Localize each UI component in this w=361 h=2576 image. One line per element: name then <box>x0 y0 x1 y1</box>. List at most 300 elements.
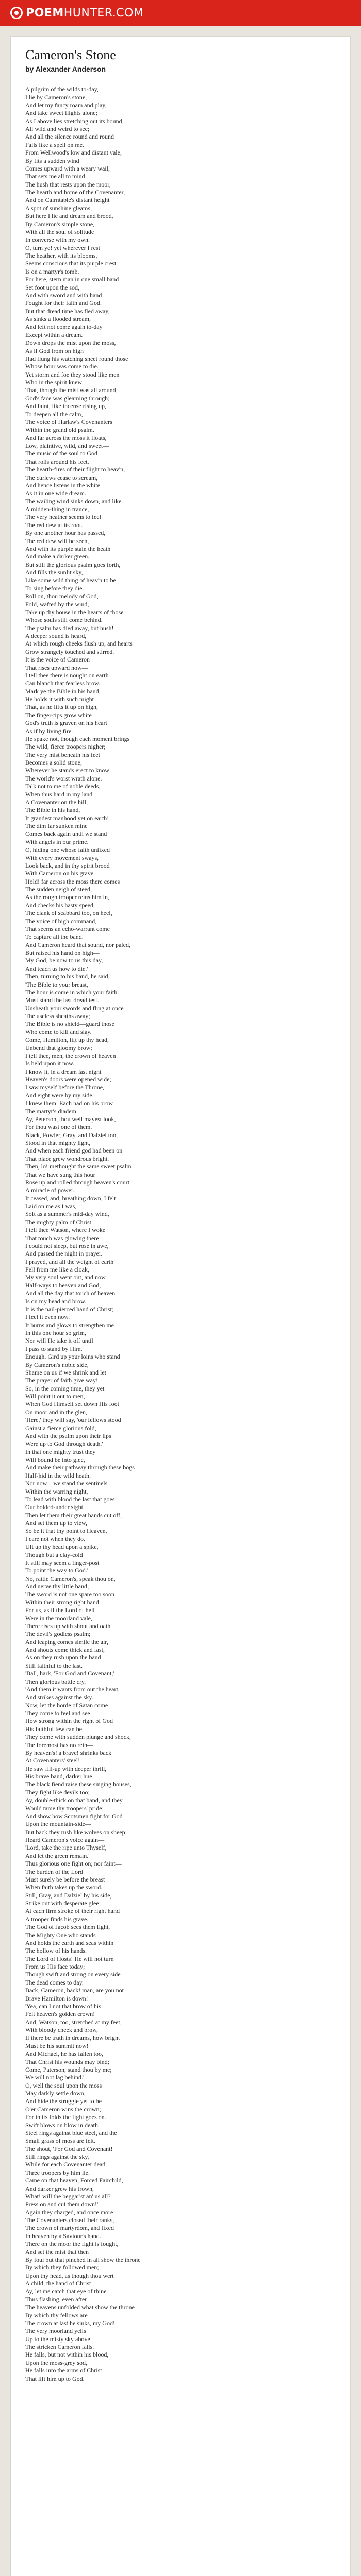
poem-line: They fight like devils too; <box>25 1788 90 1796</box>
poem-line: Though but a clay-cold <box>25 1551 83 1558</box>
poem-line: The Covenanters closed their ranks, <box>25 2216 114 2224</box>
poem-line: Low, plaintive, wild, and sweet— <box>25 442 109 450</box>
poem-line: To point the way to God.' <box>25 1567 88 1574</box>
poem-line: The burden of the Lord <box>25 1868 83 1875</box>
poem-line: Come, Hamilton, lift up thy head, <box>25 1036 109 1044</box>
poem-line: The very moorland yells <box>25 2327 86 2335</box>
poem-line: I lie by Cameron's stone, <box>25 93 87 101</box>
poem-line: I pass to stand by Him. <box>25 1345 83 1352</box>
poem-line: The hearth and home of the Covenanter, <box>25 189 125 196</box>
poem-line: Ay, Peterson, thou well mayest look, <box>25 1115 116 1123</box>
poem-line: Set foot upon the sod, <box>25 283 79 291</box>
poem-line: Laid on me as I was, <box>25 1202 77 1210</box>
poem-line: O'er Cameron wins the crown; <box>25 2105 101 2113</box>
poem-line: For in its folds the fight goes on. <box>25 2113 106 2121</box>
poem-line: So be it that thy point to Heaven, <box>25 1527 107 1535</box>
poem-line: Unbend that gloomy brow; <box>25 1044 92 1052</box>
poem-line: I prayed, and all the weight of earth <box>25 1258 114 1265</box>
poem-line: Wherever he stands erect to know <box>25 767 109 774</box>
poem-line: A child, the hand of Christ— <box>25 2280 97 2287</box>
poem-line: May darkly settle down, <box>25 2090 86 2097</box>
poem-line: Then let them their great hands cut off, <box>25 1511 122 1519</box>
poem-line: And Cameron heard that sound, nor paled, <box>25 941 130 948</box>
poem-line: I saw myself before the Throne, <box>25 1083 105 1091</box>
poem-line: Whose hour was come to die. <box>25 363 99 370</box>
poem-line: Comes back again until we stand <box>25 830 107 838</box>
poem-line: Who come to kill and slay. <box>25 1028 92 1036</box>
poem-line: With bloody cheek and brow, <box>25 2026 99 2034</box>
poem-line: And on Cairntable's distant height <box>25 196 110 204</box>
poem-line: A trooper finds his grave. <box>25 1915 89 1923</box>
poem-title: Cameron's Stone <box>25 47 116 62</box>
poem-line: Ay, double-thick on that band, and they <box>25 1797 123 1804</box>
poem-line: Unsheath your swords and fling at once <box>25 1004 124 1012</box>
poem-line: Nor will He take it off until <box>25 1337 93 1345</box>
poem-line: Uft up thy head upon a spike, <box>25 1543 99 1551</box>
poem-line: Who in the spirit knew <box>25 379 82 386</box>
poem-line: Upon the mountain-side— <box>25 1820 91 1828</box>
poem-line: And show how Scotsmen fight for God <box>25 1812 123 1820</box>
poem-line: If there be truth in dreams, how bright <box>25 2034 120 2042</box>
poem-line: Again they charged, and once more <box>25 2208 113 2216</box>
poem-line: The clank of scabbard too, on heel, <box>25 909 112 917</box>
poem-line: And checks his hasty speed. <box>25 901 95 909</box>
poem-line: A deeper sound is heard, <box>25 632 87 640</box>
poem-line: Must be his summit now! <box>25 2042 89 2049</box>
poem-line: And set them up to view, <box>25 1519 87 1527</box>
poem-line: Fell from me like a cloak, <box>25 1266 89 1274</box>
poem-line: Must stand the last dread test. <box>25 996 99 1004</box>
poem-line: With Cameron on his grave. <box>25 870 95 877</box>
poem-line: By one another hour has passed, <box>25 529 106 537</box>
poem-line: Upon the moss-grey sod, <box>25 2359 87 2366</box>
poem-line: The Bible in his hand, <box>25 806 80 814</box>
poem-line: And all the day that touch of heaven <box>25 1290 116 1297</box>
poem-line: With angels in our prime. <box>25 838 89 845</box>
poem-line: And darker grew his frown, <box>25 2184 94 2192</box>
poem-line: Half-hid in the wild heath. <box>25 1471 91 1479</box>
poem-line: He spake not, though each moment brings <box>25 735 130 742</box>
poem-author: by Alexander Anderson <box>25 65 106 74</box>
site-name-light: HUNTER.COM <box>63 6 144 20</box>
poem-line: But here I lie and dream and brood, <box>25 212 113 220</box>
poem-line: Look back, and in thy spirit brood <box>25 861 110 869</box>
poem-line: The martyr's diadem— <box>25 1107 83 1115</box>
poem-line: Becomes a solid stone, <box>25 759 82 767</box>
poem-line: That rolls around his feet. <box>25 457 89 465</box>
poem-line: How strong within the right of God <box>25 1717 113 1725</box>
poem-line: At Covenanters' steel! <box>25 1757 80 1765</box>
poem-line: At which rough cheeks flush up, and hearts <box>25 640 133 648</box>
poem-line: Swift blows on blow in death— <box>25 2121 104 2129</box>
poem-line: I know it, in a dream last night <box>25 1067 102 1075</box>
poem-line: While for each Covenanter dead <box>25 2161 106 2168</box>
poem-line: As on they rush upon the band <box>25 1654 101 1662</box>
poem-line: The useless sheaths away; <box>25 1012 90 1020</box>
poem-line: Felt heaven's golden crown! <box>25 2010 95 2018</box>
poem-line: In converse with my own. <box>25 236 90 244</box>
poem-line: And when each friend god had been on <box>25 1147 123 1155</box>
poem-line: O, hiding one whose faith unfixed <box>25 846 110 854</box>
poem-line: Down drops the mist upon the moss, <box>25 339 116 347</box>
poem-line: To sing before they die. <box>25 584 84 592</box>
poem-line: Heard Cameron's voice again— <box>25 1836 105 1844</box>
poem-line: Will bound be into glee, <box>25 1456 85 1464</box>
poem-line: Ay, let me catch that eye of thine <box>25 2287 107 2295</box>
site-logo[interactable] <box>10 7 143 20</box>
poem-line: Black, Fowler, Gray, and Dalziel too, <box>25 1131 118 1139</box>
poem-line: The heavens unfolded what show the throne <box>25 2303 135 2311</box>
poem-line: To capture all the band. <box>25 933 84 941</box>
poem-line: Strike out with desperate glee; <box>25 1900 101 1907</box>
poem-line: Then glorious battle cry, <box>25 1677 86 1685</box>
poem-line: When faith takes up the sword. <box>25 1884 103 1891</box>
poem-line: Upon thy head, as though thou wert <box>25 2272 114 2279</box>
poem-line: Thus flashing, even after <box>25 2295 87 2303</box>
poem-line: Up to the misty sky above <box>25 2335 90 2343</box>
poem-line: That rises upward now— <box>25 664 88 671</box>
poem-line: And passed the night in prayer. <box>25 1250 103 1258</box>
poem-line: Roll on, thou melody of God, <box>25 592 99 600</box>
poem-line: A Covenanter on the hill, <box>25 798 88 806</box>
poem-line: He saw fill-up with deeper thrill, <box>25 1765 107 1772</box>
poem-card <box>10 36 351 2576</box>
poem-line: A spot of sunshine gleams, <box>25 204 92 212</box>
poem-line: And take sweet flights alone; <box>25 109 97 117</box>
poem-line: Had flung his watching sheet round those <box>25 354 128 362</box>
poem-line: My very soul went out, and now <box>25 1274 106 1281</box>
poem-line: A midden-thing in trance, <box>25 505 89 513</box>
poem-line: I care not when they do. <box>25 1535 85 1543</box>
poem-line: They come to feel and see <box>25 1709 90 1717</box>
site-header <box>0 0 361 26</box>
poem-line: And strikes against the sky. <box>25 1693 93 1701</box>
poem-line: Were in the moorland vale, <box>25 1614 92 1622</box>
poem-line: And eight were by my side. <box>25 1091 94 1099</box>
poem-line: There on the moor the fight is fought, <box>25 2240 119 2248</box>
poem-line: For here, stern man in one small band <box>25 276 119 283</box>
poem-line: His faithful few can be. <box>25 1725 84 1733</box>
poem-line: Can blanch that fearless brow. <box>25 680 100 687</box>
poem-line: As I above lies stretching out its bound, <box>25 117 124 125</box>
poem-line: No, rattle Cameron's, speak thou on, <box>25 1574 116 1582</box>
poem-line: Hold! far across the moss there comes <box>25 877 120 885</box>
poem-line: In that one mighty trust they <box>25 1448 96 1455</box>
poem-line: And nerve thy little band; <box>25 1583 89 1590</box>
poem-line: Talk not to me of noble deeds, <box>25 783 101 790</box>
poem-line: They come with sudden plunge and shock, <box>25 1733 131 1741</box>
poem-line: The God of Jacob sees them fight, <box>25 1923 110 1931</box>
poem-line: The voice of Harlaw's Covenanters <box>25 418 112 426</box>
poem-line: The mighty palm of Christ. <box>25 1218 93 1226</box>
poem-line: And shouts come thick and fast, <box>25 1646 105 1654</box>
poem-line: Fold, wafted by the wind, <box>25 600 89 608</box>
poem-line: And faint, like incense rising up, <box>25 402 106 410</box>
poem-line: And let the green remain.' <box>25 1852 90 1859</box>
poem-line: His brave band, darker hue— <box>25 1773 99 1781</box>
poem-line: The curlews cease to scream, <box>25 473 98 481</box>
poem-line: The red dew will be seen, <box>25 537 89 545</box>
poem-line: Press on and cut them down!' <box>25 2200 99 2208</box>
poem-line: Steel rings against blue steel, and the <box>25 2129 117 2137</box>
poem-line: To lead with blood the last that goes <box>25 1495 115 1503</box>
poem-line: All wild and weird to see; <box>25 125 90 133</box>
poem-line: Three troopers by him lie. <box>25 2168 90 2176</box>
poem-line: The shout, 'For God and Covenant!' <box>25 2145 114 2153</box>
poem-line: To deepen all the calm, <box>25 410 83 418</box>
poem-line: And hide the struggle yet to be <box>25 2097 102 2105</box>
poem-line: By fits a sudden wind <box>25 157 79 164</box>
poem-line: A miracle of power. <box>25 1187 75 1194</box>
poem-line: So, in the coming time, they yet <box>25 1384 105 1392</box>
poem-line: When thus hard in my land <box>25 790 93 798</box>
poem-line: Would tame thy troopers' pride; <box>25 1804 104 1812</box>
poem-line: I tell thee, men, the crown of heaven <box>25 1052 116 1059</box>
poem-line: And with its purple stain the heath <box>25 545 111 552</box>
poem-line: That we have sung this hour <box>25 1171 95 1178</box>
poem-line: 'Lord, take the ripe unto Thyself, <box>25 1844 107 1852</box>
poem-line: It is the voice of Cameron <box>25 656 90 664</box>
poem-line: The very mist beneath his feet <box>25 751 100 758</box>
poem-line: The red dew at its root. <box>25 521 83 529</box>
poem-line: And holds the earth and seas within <box>25 1939 114 1946</box>
poem-line: And with the psalm upon their lips <box>25 1432 111 1439</box>
poem-line: That touch was glowing there; <box>25 1234 101 1242</box>
poem-line: 'Here,' they will say, 'our fellows stood <box>25 1416 121 1424</box>
poem-line: From us His face today; <box>25 1963 85 1971</box>
poem-line: Will point it out to men, <box>25 1393 85 1400</box>
poem-line: The dim far sunken mine <box>25 822 88 830</box>
site-logo-text <box>26 7 143 20</box>
poem-line: Small grass of moss are felt. <box>25 2137 95 2145</box>
poem-line: And make a darker green. <box>25 553 90 561</box>
poem-line: That seems an echo-warrant come <box>25 925 110 933</box>
poem-line: At each firm stroke of their right hand <box>25 1907 120 1915</box>
poem-line: Like some wild thing of heav'n to be <box>25 577 116 584</box>
poemhunter-logo-icon <box>10 7 23 19</box>
poem-line: Except within a dream. <box>25 331 83 338</box>
poem-line: The sudden neigh of steed, <box>25 886 92 893</box>
poem-line: What! will the beggar'st an' us all? <box>25 2192 111 2200</box>
poem-line: By Cameron's simple stone, <box>25 220 95 228</box>
poem-line: It grandest manhood yet on earth! <box>25 814 109 822</box>
poem-line: It is the nail-pierced hand of Christ; <box>25 1305 114 1313</box>
poem-line: O, well the soul upon the moss <box>25 2081 102 2089</box>
poem-line: That Christ his wounds may bind; <box>25 2058 109 2065</box>
poem-line: We will not lag behind.' <box>25 2074 85 2081</box>
poem-line: 'The Bible to your breast, <box>25 980 88 988</box>
poem-line: As if by living fire. <box>25 727 73 735</box>
poem-line: The sword is not one spare too soon <box>25 1590 114 1598</box>
poem-line: That place grew wondrous bright. <box>25 1155 109 1162</box>
poem-line: That, as he lifts it up on high, <box>25 703 98 711</box>
poem-line: 'Ball, hark, 'For God and Covenant,'— <box>25 1670 121 1677</box>
poem-line: Come, Paterson, stand thou by me; <box>25 2065 112 2073</box>
poem-line: By Cameron's noble side, <box>25 1361 89 1368</box>
poem-line: The Mighty One who stands <box>25 1931 96 1939</box>
poem-line: O, turn ye! yet wherever I rest <box>25 244 100 251</box>
poem-line: The devil's godless psalm; <box>25 1630 91 1638</box>
poem-line: And all the silence round and round <box>25 133 114 141</box>
poem-line: It burns and glows to strengthen me <box>25 1321 114 1329</box>
poem-line: I tell thee Watson, where I woke <box>25 1226 106 1234</box>
poem-line: Comes upward with a weary wail, <box>25 164 110 172</box>
poem-line: By heaven's! a brave! shrinks back <box>25 1749 112 1756</box>
poem-line: My God, be now to us this day, <box>25 957 103 964</box>
poem-line: Enough. Gird up your loins who stand <box>25 1353 120 1361</box>
poem-line: With all the soul of solitude <box>25 228 94 235</box>
site-name-bold: POEM <box>26 6 64 20</box>
poem-line: He falls into the arms of Christ <box>25 2367 102 2375</box>
poem-line: The heather, with its blooms, <box>25 252 97 260</box>
poem-line: Whose souls still come behind. <box>25 616 103 624</box>
poem-line: Though swift and strong on every side <box>25 1971 121 1978</box>
poem-line: By which they followed men; <box>25 2264 99 2272</box>
poem-line: Nor now—we stand the sentinels <box>25 1480 108 1487</box>
poem-line: Is on a martyr's tomb. <box>25 267 79 275</box>
poem-line: And Michael, he has fallen too, <box>25 2050 103 2058</box>
poem-line: There rises up with shout and oath <box>25 1622 111 1630</box>
poem-line: Now, let the horde of Satan come— <box>25 1701 114 1709</box>
poem-line: Then, lo! methought the same sweet psalm <box>25 1163 132 1171</box>
poem-line: Still faithful to the last. <box>25 1662 83 1669</box>
poem-line: And let my fancy roam and play, <box>25 101 107 109</box>
poem-line: And far across the moss it floats, <box>25 434 107 442</box>
poem-line: I tell thee there is nought on earth <box>25 671 109 679</box>
poem-line: But still the glorious psalm goes forth, <box>25 561 121 568</box>
poem-line: The Lord of Hosts! He will not turn <box>25 1955 114 1962</box>
poem-line: A pilgrim of the wilds to-day, <box>25 86 99 93</box>
poem-line: As if God from on high <box>25 347 84 354</box>
poem-line: Half-ways to heaven and God, <box>25 1281 101 1289</box>
poem-line: It ceased, and, breathing down, I felt <box>25 1194 116 1202</box>
poem-line: God's truth is graven on his heart <box>25 719 107 727</box>
poem-line: Rose up and rolled through heaven's court <box>25 1178 130 1186</box>
poem-line: 'Yea, can I not that brow of his <box>25 2002 101 2010</box>
poem-line: The hollow of his hands. <box>25 1947 87 1955</box>
poem-line: That, though the mist was all around, <box>25 386 118 394</box>
poem-line: Within their strong right hand. <box>25 1598 101 1606</box>
poem-line: He holds it with such might <box>25 696 94 703</box>
poem-line: For us, as if the Lord of hell <box>25 1606 95 1614</box>
poem-line: I knew them. Each had on his brow <box>25 1099 113 1107</box>
poem-line: 'And them it wants from out the heart, <box>25 1685 120 1693</box>
poem-line: The music of the soul to God <box>25 450 97 457</box>
poem-line: The wild, fierce troopers nigher; <box>25 743 106 751</box>
poem-line: Is held upon it now. <box>25 1060 74 1067</box>
poem-line: And with sword and with hand <box>25 291 102 299</box>
poem-line: As the rough trooper reins him in, <box>25 893 109 901</box>
poem-line: Seems conscious that its purple crest <box>25 260 117 267</box>
poem-line: Falls like a spell on me. <box>25 141 84 148</box>
poem-line: The very heather seems to feel <box>25 513 101 521</box>
poem-line: Stood in that mighty light, <box>25 1139 91 1147</box>
poem-line: The wailing wind sinks down, and like <box>25 497 122 505</box>
poem-line: Were up to God through death.' <box>25 1440 103 1448</box>
poem-line: Shame on us if we shrink and let <box>25 1368 106 1376</box>
poem-line: And hence listens in the white <box>25 481 100 489</box>
poem-line: But back they rush like wolves on sheep; <box>25 1828 127 1836</box>
poem-line: Fought for their faith and God. <box>25 299 102 307</box>
poem-line: By which thy fellows are <box>25 2311 88 2319</box>
poem-line: Still, Gray, and Dalziel by his side, <box>25 1891 112 1899</box>
poem-line: Gainst a fierce glorious fold, <box>25 1424 96 1432</box>
poem-line: Heaven's doors were opened wide; <box>25 1076 111 1083</box>
poem-line: The Bible is no shield—guard those <box>25 1020 114 1028</box>
poem-body <box>25 86 336 2383</box>
poem-line: As sinks a flooded stream, <box>25 315 91 323</box>
poem-line: The hour is come in which your faith <box>25 988 118 996</box>
poem-line: And set the mist that then <box>25 2248 89 2256</box>
poem-line: Back, Cameron, back! man, are you not <box>25 1987 124 1994</box>
poem-line: And left not come again to-day <box>25 323 103 331</box>
poem-line: I feel it even now. <box>25 1313 70 1321</box>
poem-line: Came on that heaven, Forced Fairchild, <box>25 2177 123 2184</box>
poem-line: As it in one wide dream. <box>25 489 86 497</box>
poem-line: For thou wast one of them. <box>25 1123 92 1131</box>
poem-line: The crown of martyrdom, and fixed <box>25 2224 114 2232</box>
poem-line: In heaven by a Saviour's hand. <box>25 2232 101 2240</box>
poem-line: He falls, but not within his blood, <box>25 2351 109 2359</box>
poem-line: Within the grand old psalm. <box>25 426 94 434</box>
poem-line: Take up thy house in the hearts of those <box>25 608 124 616</box>
poem-line: By foul but that pinched in all show the throne <box>25 2256 141 2263</box>
poem-line: Must surely be before the breast <box>25 1875 105 1883</box>
poem-line: The black fiend raise these singing houses, <box>25 1781 132 1788</box>
poem-line: That sets me all to mind <box>25 173 85 180</box>
poem-line: The prayer of faith give way! <box>25 1377 98 1384</box>
poem-line: The psalm has died away, but hush! <box>25 624 114 632</box>
poem-line: It still may seem a finger-post <box>25 1558 100 1566</box>
poem-line: The finger-tips grow white— <box>25 711 98 719</box>
poem-line: And, Watson, too, stretched at my feet, <box>25 2018 122 2026</box>
poem-line: Soft as a summer's mid-day wind, <box>25 1210 109 1218</box>
poem-line: From Wellwood's low and distant vale, <box>25 149 122 157</box>
poem-line: Within the warring night, <box>25 1487 88 1495</box>
poem-line: I could not sleep, but rose in awe, <box>25 1242 109 1249</box>
poem-line: But raised his hand on high— <box>25 949 100 957</box>
poem-line: And leaping comes simile the air, <box>25 1638 108 1646</box>
poem-line: Still rings against the sky, <box>25 2153 89 2161</box>
poem-line: The foremost has no rein— <box>25 1741 93 1749</box>
poem-line: The voice of high command, <box>25 917 97 925</box>
poem-line: Is on my head and brow. <box>25 1297 86 1305</box>
poem-line: The dead comes to day. <box>25 1978 84 1986</box>
poem-line: God's face was gleaming through; <box>25 394 110 402</box>
poem-line: The hearth-fires of their flight to heav'n, <box>25 466 125 473</box>
poem-line: Yet storm and foe they stood like men <box>25 370 120 378</box>
poem-line: The hush that rests upon the moor, <box>25 180 111 188</box>
poem-line: The crown at last he sinks, my God! <box>25 2319 115 2327</box>
poem-line: On moor and in the glen, <box>25 1408 87 1416</box>
poem-line: Mark ye the Bible in his hand, <box>25 687 101 695</box>
poem-line: With every movement sways, <box>25 854 99 861</box>
poem-line: That lift him up to God. <box>25 2375 85 2382</box>
poem-line: Our bolded-under sight. <box>25 1503 85 1511</box>
poem-line: And make their pathway through these bogs <box>25 1464 135 1471</box>
poem-line: The stricken Cameron falls. <box>25 2343 94 2351</box>
poem-line: And fills the sunlit sky, <box>25 569 83 577</box>
poem-line: Brave Hamilton is down! <box>25 1994 88 2002</box>
poem-line: When God Himself set down His foot <box>25 1400 119 1408</box>
poem-line: Grow strangely touched and stirred. <box>25 648 114 655</box>
poem-line: The world's worst wrath alone. <box>25 774 102 782</box>
poem-line: Thus glorious one fight on; nor faint— <box>25 1860 122 1868</box>
poem-line: But that dread time has fled away, <box>25 307 110 315</box>
poem-line: And teach us how to die.' <box>25 964 88 972</box>
poem-line: Then, turning to his band, he said, <box>25 973 110 980</box>
poem-line: In this one hour so grim, <box>25 1329 86 1337</box>
